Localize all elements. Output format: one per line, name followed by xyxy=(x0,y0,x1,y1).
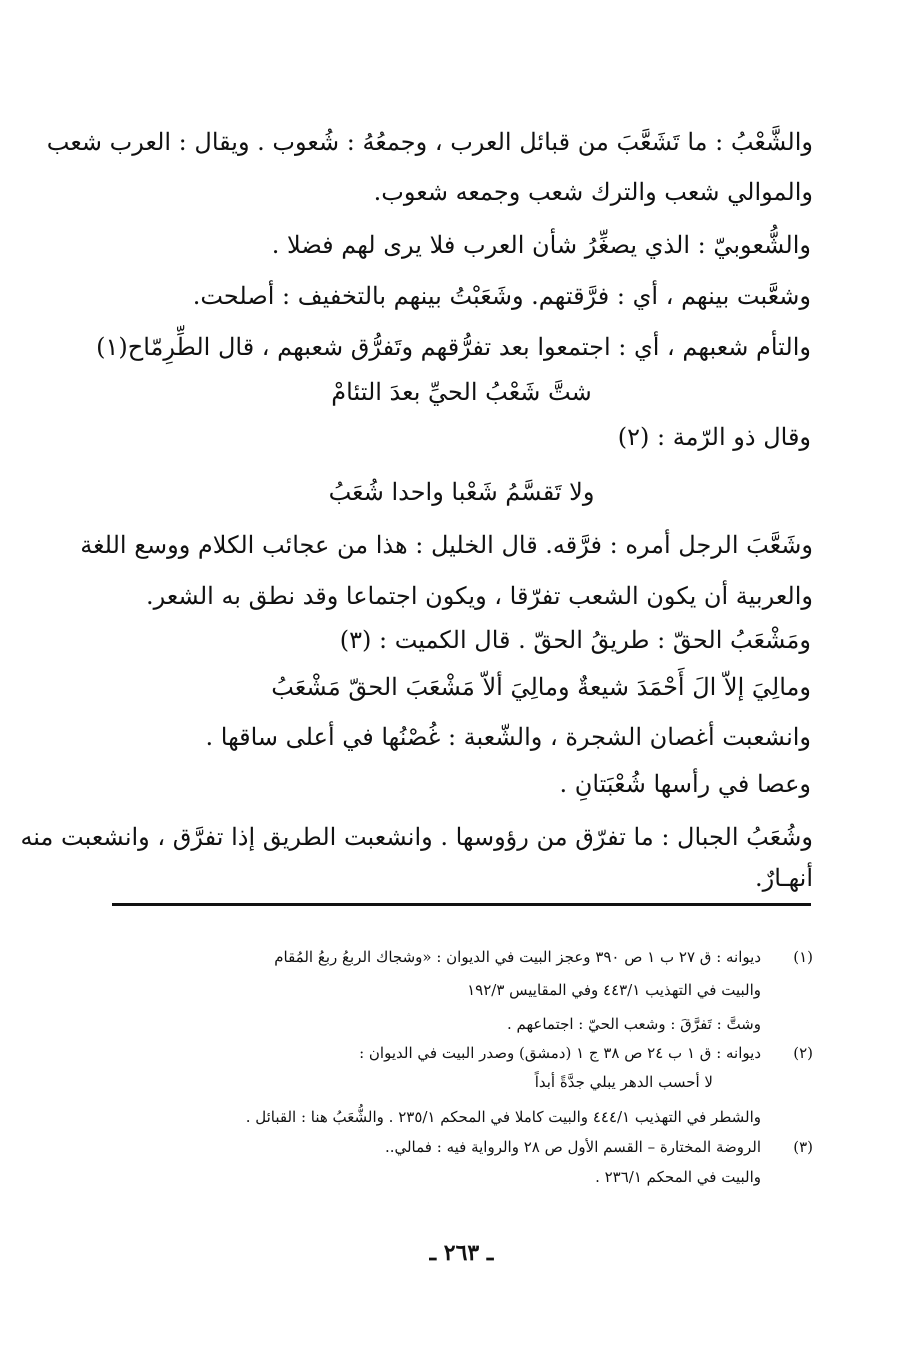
page-number: ـ ٢٦٣ ـ xyxy=(429,1240,494,1266)
footnote-divider xyxy=(112,903,811,906)
footnote-1-line-1: ديوانه : ق ٢٧ ب ١ ص ٣٩٠ وعجز البيت في الديوان : «وشجاك الربعُ ربعُ المُقام xyxy=(274,948,761,966)
body-line-4: وشعَّبت بينهم ، أي : فرَّقتهم. وشَعَبْتُ بينهم بالتخفيف : أصلحت. xyxy=(192,282,811,310)
verse-line-2: ولا تَقسَّمُ شَعْبا واحدا شُعَبُ xyxy=(328,478,595,506)
body-line-16: أنهـارٌ. xyxy=(755,864,813,892)
footnote-1-line-2: والبيت في التهذيب ٤٤٣/١ وفي المقاييس ١٩٢/٣ xyxy=(467,981,761,999)
footnote-2-number: (٢) xyxy=(793,1044,813,1062)
footnote-3-line-1: الروضة المختارة – القسم الأول ص ٢٨ والرواية فيه : فمالي.. xyxy=(384,1138,761,1156)
body-line-11: ومَشْعَبُ الحقّ : طريقُ الحقّ . قال الكميت : (٣) xyxy=(339,626,811,654)
body-line-15: وشُعَبُ الجبال : ما تفرّق من رؤوسها . وانشعبت الطريق إذا تفرَّق ، وانشعبت منه xyxy=(20,823,813,851)
footnote-3-line-2: والبيت في المحكم ٢٣٦/١ . xyxy=(595,1168,761,1186)
body-line-5: والتأم شعبهم ، أي : اجتمعوا بعد تفرُّقهم وتَفرُّق شعبهم ، قال الطِّرِمّاح(١) xyxy=(96,333,811,361)
body-line-1: والشَّعْبُ : ما تَشَعَّبَ من قبائل العرب ، وجمعُهُ : شُعوب . ويقال : العرب شعب xyxy=(46,128,813,156)
footnote-2-line-1: ديوانه : ق ١ ب ٢٤ ص ٣٨ ج ١ (دمشق) وصدر البيت في الديوان : xyxy=(359,1044,761,1062)
body-line-3: والشُّعوبيّ : الذي يصغِّرُ شأن العرب فلا يرى لهم فضلا . xyxy=(271,231,811,259)
body-line-7: وقال ذو الرّمة : (٢) xyxy=(617,423,811,451)
footnote-1-line-3: وشتَّ : تَفرَّقَ : وشعب الحيّ : اجتماعهم . xyxy=(506,1015,761,1033)
body-line-14: وعصا في رأسها شُعْبَتانِ . xyxy=(559,770,811,798)
footnote-1-number: (١) xyxy=(793,948,813,966)
body-line-13: وانشعبت أغصان الشجرة ، والشّعبة : غُصْنُها في أعلى ساقها . xyxy=(205,723,811,751)
verse-line-1: شتَّ شَعْبُ الحيِّ بعدَ التئامْ xyxy=(331,378,592,406)
body-line-9: وشَعَّبَ الرجل أمره : فرَّقه. قال الخليل : هذا من عجائب الكلام ووسع اللغة xyxy=(80,531,813,559)
footnote-3-number: (٣) xyxy=(793,1138,813,1156)
body-line-10: والعربية أن يكون الشعب تفرّقا ، ويكون اجتماعا وقد نطق به الشعر. xyxy=(145,582,813,610)
footnote-2-line-2: لا أحسب الدهر يبلي جدَّةً أبداً xyxy=(534,1073,713,1091)
body-line-2: والموالي شعب والترك شعب وجمعه شعوب. xyxy=(373,178,813,206)
verse-line-3: ومالِيَ إلاّ الَ أَحْمَدَ شيعةٌ ومالِيَ ألاّ مَشْعَبَ الحقّ مَشْعَبُ xyxy=(271,673,811,701)
footnote-2-line-3: والشطر في التهذيب ٤٤٤/١ والبيت كاملا في المحكم ٢٣٥/١ . والشُّعَبُ هنا : القبائل . xyxy=(245,1108,761,1126)
